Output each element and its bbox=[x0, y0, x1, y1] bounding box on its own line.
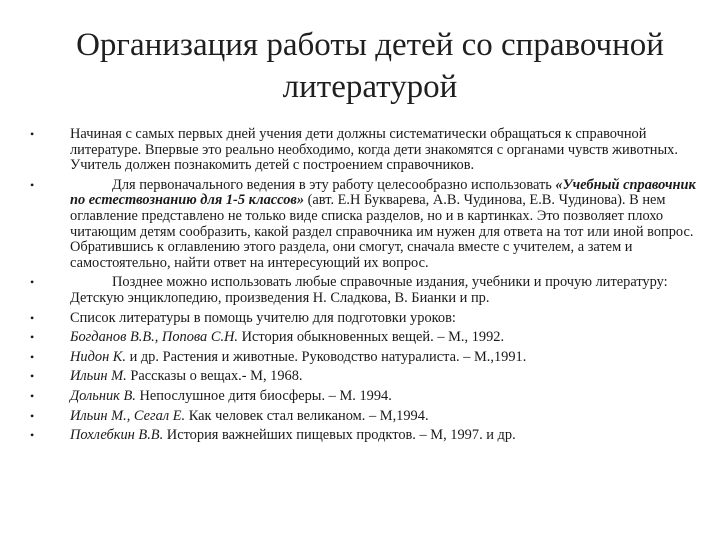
bullet-icon: • bbox=[30, 330, 35, 345]
list-item-reference bbox=[30, 330, 700, 346]
bullet-icon: • bbox=[30, 428, 35, 443]
slide-title bbox=[60, 24, 680, 108]
reference-author: Богданов В.В., Попова С.Н. bbox=[70, 329, 239, 346]
list-item-handbook bbox=[30, 178, 700, 272]
item-text-lead: Для первоначального ведения в эту работу целесообразно использовать bbox=[112, 176, 556, 193]
reference-title: Рассказы о вещах.- М, 1968. bbox=[126, 368, 303, 385]
item-text-rest: (авт. Е.Н Букварева, А.В. Чудинова, Е.В. Чудинова). В нем оглавление представлено не только виде списка разделов, но и в картинках. Это позволяет плохо читающим детям сообразить, какой раздел справочника им нужен для ответа на тот или иной вопрос. Обратившись к оглавлению этого раздела, они смогут, сначала вместе с учителем, а затем и самостоятельно, найти ответ на интересующий их вопрос. bbox=[70, 192, 694, 271]
list-item-reference bbox=[30, 428, 700, 444]
reference-author: Ильин М., Сегал Е. bbox=[70, 407, 186, 424]
list-item-intro bbox=[30, 127, 700, 174]
item-text: Позднее можно использовать любые справочные издания, учебники и прочую литературу: Детскую энциклопедию, произведения Н. Сладкова, В. Бианки и пр. bbox=[70, 274, 668, 306]
bullet-icon: • bbox=[30, 127, 35, 141]
bullet-icon: • bbox=[30, 275, 35, 290]
bullet-icon: • bbox=[30, 349, 35, 364]
reference-author: Нидон К. bbox=[70, 348, 126, 365]
reference-author: Похлебкин В.В. bbox=[70, 427, 164, 444]
handbook-title: «Учебный справочник по естествознанию для 1-5 классов» bbox=[70, 176, 696, 209]
list-item-reference bbox=[30, 350, 700, 366]
reference-title: История обыкновенных вещей. – М., 1992. bbox=[238, 329, 505, 346]
bullet-list bbox=[30, 127, 700, 448]
slide-title-line-2: литературой bbox=[282, 69, 458, 105]
reference-title: Как человек стал великаном. – М,1994. bbox=[185, 407, 429, 424]
reference-title: История важнейших пищевых продктов. – М, 1997. и др. bbox=[163, 427, 516, 444]
reference-author: Дольник В. bbox=[70, 387, 136, 404]
bullet-icon: • bbox=[30, 177, 35, 192]
item-text: Список литературы в помощь учителю для подготовки уроков: bbox=[70, 309, 456, 326]
list-item-reference bbox=[30, 389, 700, 405]
list-item-bibliography-heading bbox=[30, 311, 700, 327]
reference-title: Непослушное дитя биосферы. – М. 1994. bbox=[135, 387, 392, 404]
reference-author: Ильин М. bbox=[70, 368, 127, 385]
item-text: Начиная с самых первых дней учения дети должны систематически обращаться к справочной литературе. Впервые это реально необходимо, когда дети знакомятся с органами чувств животных. Учитель должен познакомить детей с построением справочников. bbox=[70, 126, 678, 174]
list-item-later bbox=[30, 275, 700, 306]
list-item-reference bbox=[30, 369, 700, 385]
bullet-icon: • bbox=[30, 369, 35, 384]
bullet-icon: • bbox=[30, 408, 35, 423]
slide-title-line-1: Организация работы детей со справочной bbox=[76, 27, 664, 63]
bullet-icon: • bbox=[30, 388, 35, 403]
bullet-icon: • bbox=[30, 310, 35, 325]
reference-title: и др. Растения и животные. Руководство натуралиста. – М.,1991. bbox=[125, 348, 527, 365]
list-item-reference bbox=[30, 409, 700, 425]
